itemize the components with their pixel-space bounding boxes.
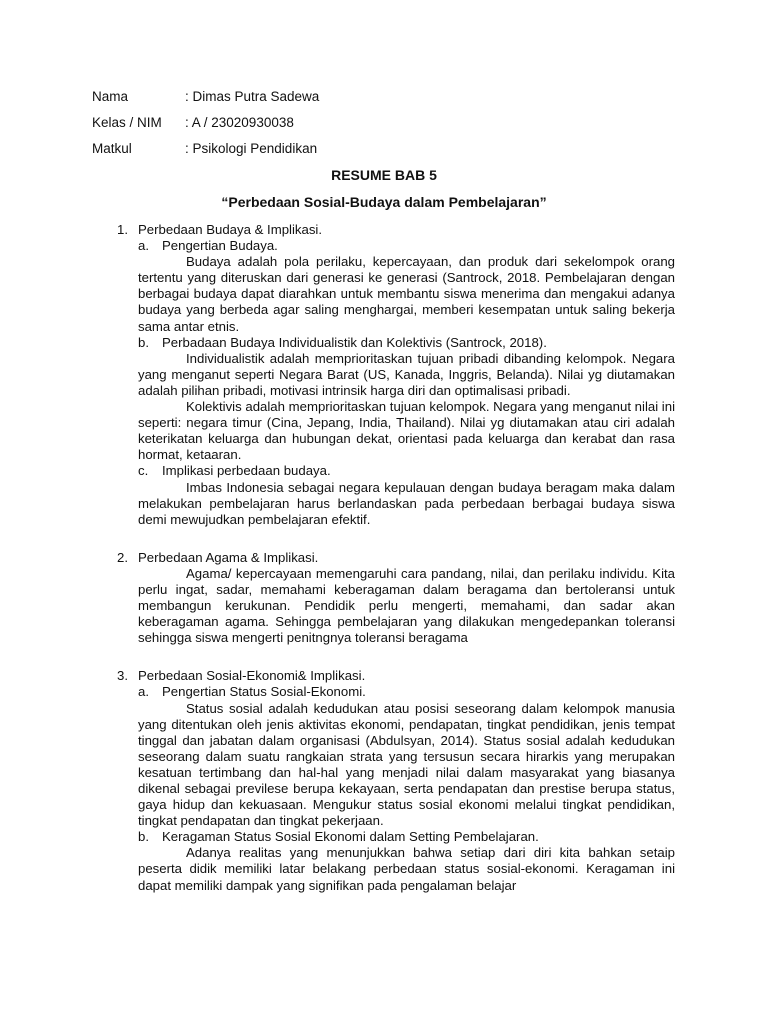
section-sosial-ekonomi: [117, 668, 675, 893]
document-subtitle: “Perbedaan Sosial-Budaya dalam Pembelajaran”: [221, 194, 547, 210]
section-number: 3.: [117, 668, 128, 684]
subsection-heading: Perbadaan Budaya Individualistik dan Kolektivis (Santrock, 2018).: [162, 334, 547, 350]
subsection-heading: Implikasi perbedaan budaya.: [162, 463, 331, 479]
kelas-value: : A / 23020930038: [185, 115, 294, 130]
document-title: RESUME BAB 5: [331, 167, 437, 183]
subsection-heading: Pengertian Status Sosial-Ekonomi.: [162, 684, 366, 700]
subsection-pengertian-status: [138, 684, 675, 700]
subsection-keragaman-status: [138, 829, 675, 845]
section-number: 2.: [117, 549, 128, 565]
subsection-letter: b.: [138, 829, 149, 845]
subsection-heading: Pengertian Budaya.: [162, 238, 278, 254]
matkul-value: : Psikologi Pendidikan: [185, 141, 318, 156]
subsection-implikasi-budaya: [138, 463, 675, 479]
paragraph: Agama/ kepercayaan memengaruhi cara pandang, nilai, dan perilaku individu. Kita perlu ingat, sadar, memahami keberagaman dalam beragama dan bertoleransi untuk membangun kerukunan. Pendidik perlu mengerti, memahami, dan sadar akan keberagaman agama. Sehingga pembelajaran yang dilakukan mengedepankan toleransi sehingga siswa mengerti penitngnya toleransi beragama: [138, 565, 675, 646]
subsection-heading: Keragaman Status Sosial Ekonomi dalam Setting Pembelajaran.: [162, 829, 539, 845]
subsection-pengertian-budaya: [138, 238, 675, 254]
name-value: : Dimas Putra Sadewa: [185, 89, 320, 104]
subsection-letter: a.: [138, 684, 149, 700]
name-label: Nama: [92, 89, 129, 104]
section-number: 1.: [117, 222, 128, 237]
section-budaya: [117, 222, 675, 528]
section-heading: Perbedaan Sosial-Ekonomi& Implikasi.: [138, 668, 366, 684]
paragraph: Imbas Indonesia sebagai negara kepulauan dengan budaya beragam maka dalam melakukan pembelajaran harus berlandaskan pada perbedaan berbagai budaya siswa demi mewujudkan pembelajaran efektif.: [138, 479, 675, 527]
paragraph: Status sosial adalah kedudukan atau posisi seseorang dalam kelompok manusia yang ditentukan oleh jenis aktivitas ekonomi, pendapatan, tingkat pendidikan, jenis tempat tinggal dan jabatan dalam organisasi (Abdulsyan, 2014). Status sosial adalah kedudukan seseorang dalam suatu rangkaian strata yang tersusun secara hirarkis yang merupakan kesatuan tertimbang dan hal-hal yang menjadi nilai dalam masyarakat yang biasanya dikenal sebagai previlese berupa kekayaan, serta pendapatan dan prestise berupa status, gaya hidup dan kekuasaan. Mengukur status sosial ekonomi melalui tingkat pendidikan, tingkat pendapatan dan tingkat pekerjaan.: [138, 700, 675, 829]
section-heading: Perbedaan Agama & Implikasi.: [138, 549, 319, 565]
document-body: [117, 222, 675, 894]
matkul-label: Matkul: [92, 141, 132, 156]
paragraph: Budaya adalah pola perilaku, kepercayaan, dan produk dari sekelompok orang tertentu yang diteruskan dari generasi ke generasi (Santrock, 2018. Pembelajaran dengan berbagai budaya dapat diarahkan untuk membantu siswa menerima dan mengakui adanya budaya yang berbeda agar saling menghargai, memberi kesempatan untuk saling bekerja sama antar etnis.: [138, 254, 675, 334]
kelas-label: Kelas / NIM: [92, 115, 162, 130]
subsection-letter: c.: [138, 463, 149, 479]
subsection-letter: a.: [138, 238, 149, 254]
section-agama: [117, 550, 675, 647]
subsection-letter: b.: [138, 334, 149, 350]
section-heading: Perbedaan Budaya & Implikasi.: [138, 222, 323, 237]
paragraph: Adanya realitas yang menunjukkan bahwa setiap dari diri kita bahkan setaip peserta didik memiliki latar belakang perbedaan status sosial-ekonomi. Keragaman ini dapat memiliki dampak yang signifikan pada pengalaman belajar: [138, 845, 675, 893]
subsection-individualistik-kolektivis: [138, 335, 675, 351]
paragraph: Individualistik adalah memprioritaskan tujuan pribadi dibanding kelompok. Negara yang menganut seperti Negara Barat (US, Kanada, Inggris, Belanda). Nilai yg diutamakan adalah pilihan pribadi, motivasi intrinsik harga diri dan optimalisasi pribadi.: [138, 350, 675, 398]
paragraph: Kolektivis adalah memprioritaskan tujuan kelompok. Negara yang menganut nilai ini seperti: negara timur (Cina, Jepang, India, Thailand). Nilai yg diutamakan atau ciri adalah keterikatan keluarga dan hubungan dekat, orientasi pada keluarga dan kerabat dan rasa hormat, ketaaran.: [138, 399, 675, 463]
